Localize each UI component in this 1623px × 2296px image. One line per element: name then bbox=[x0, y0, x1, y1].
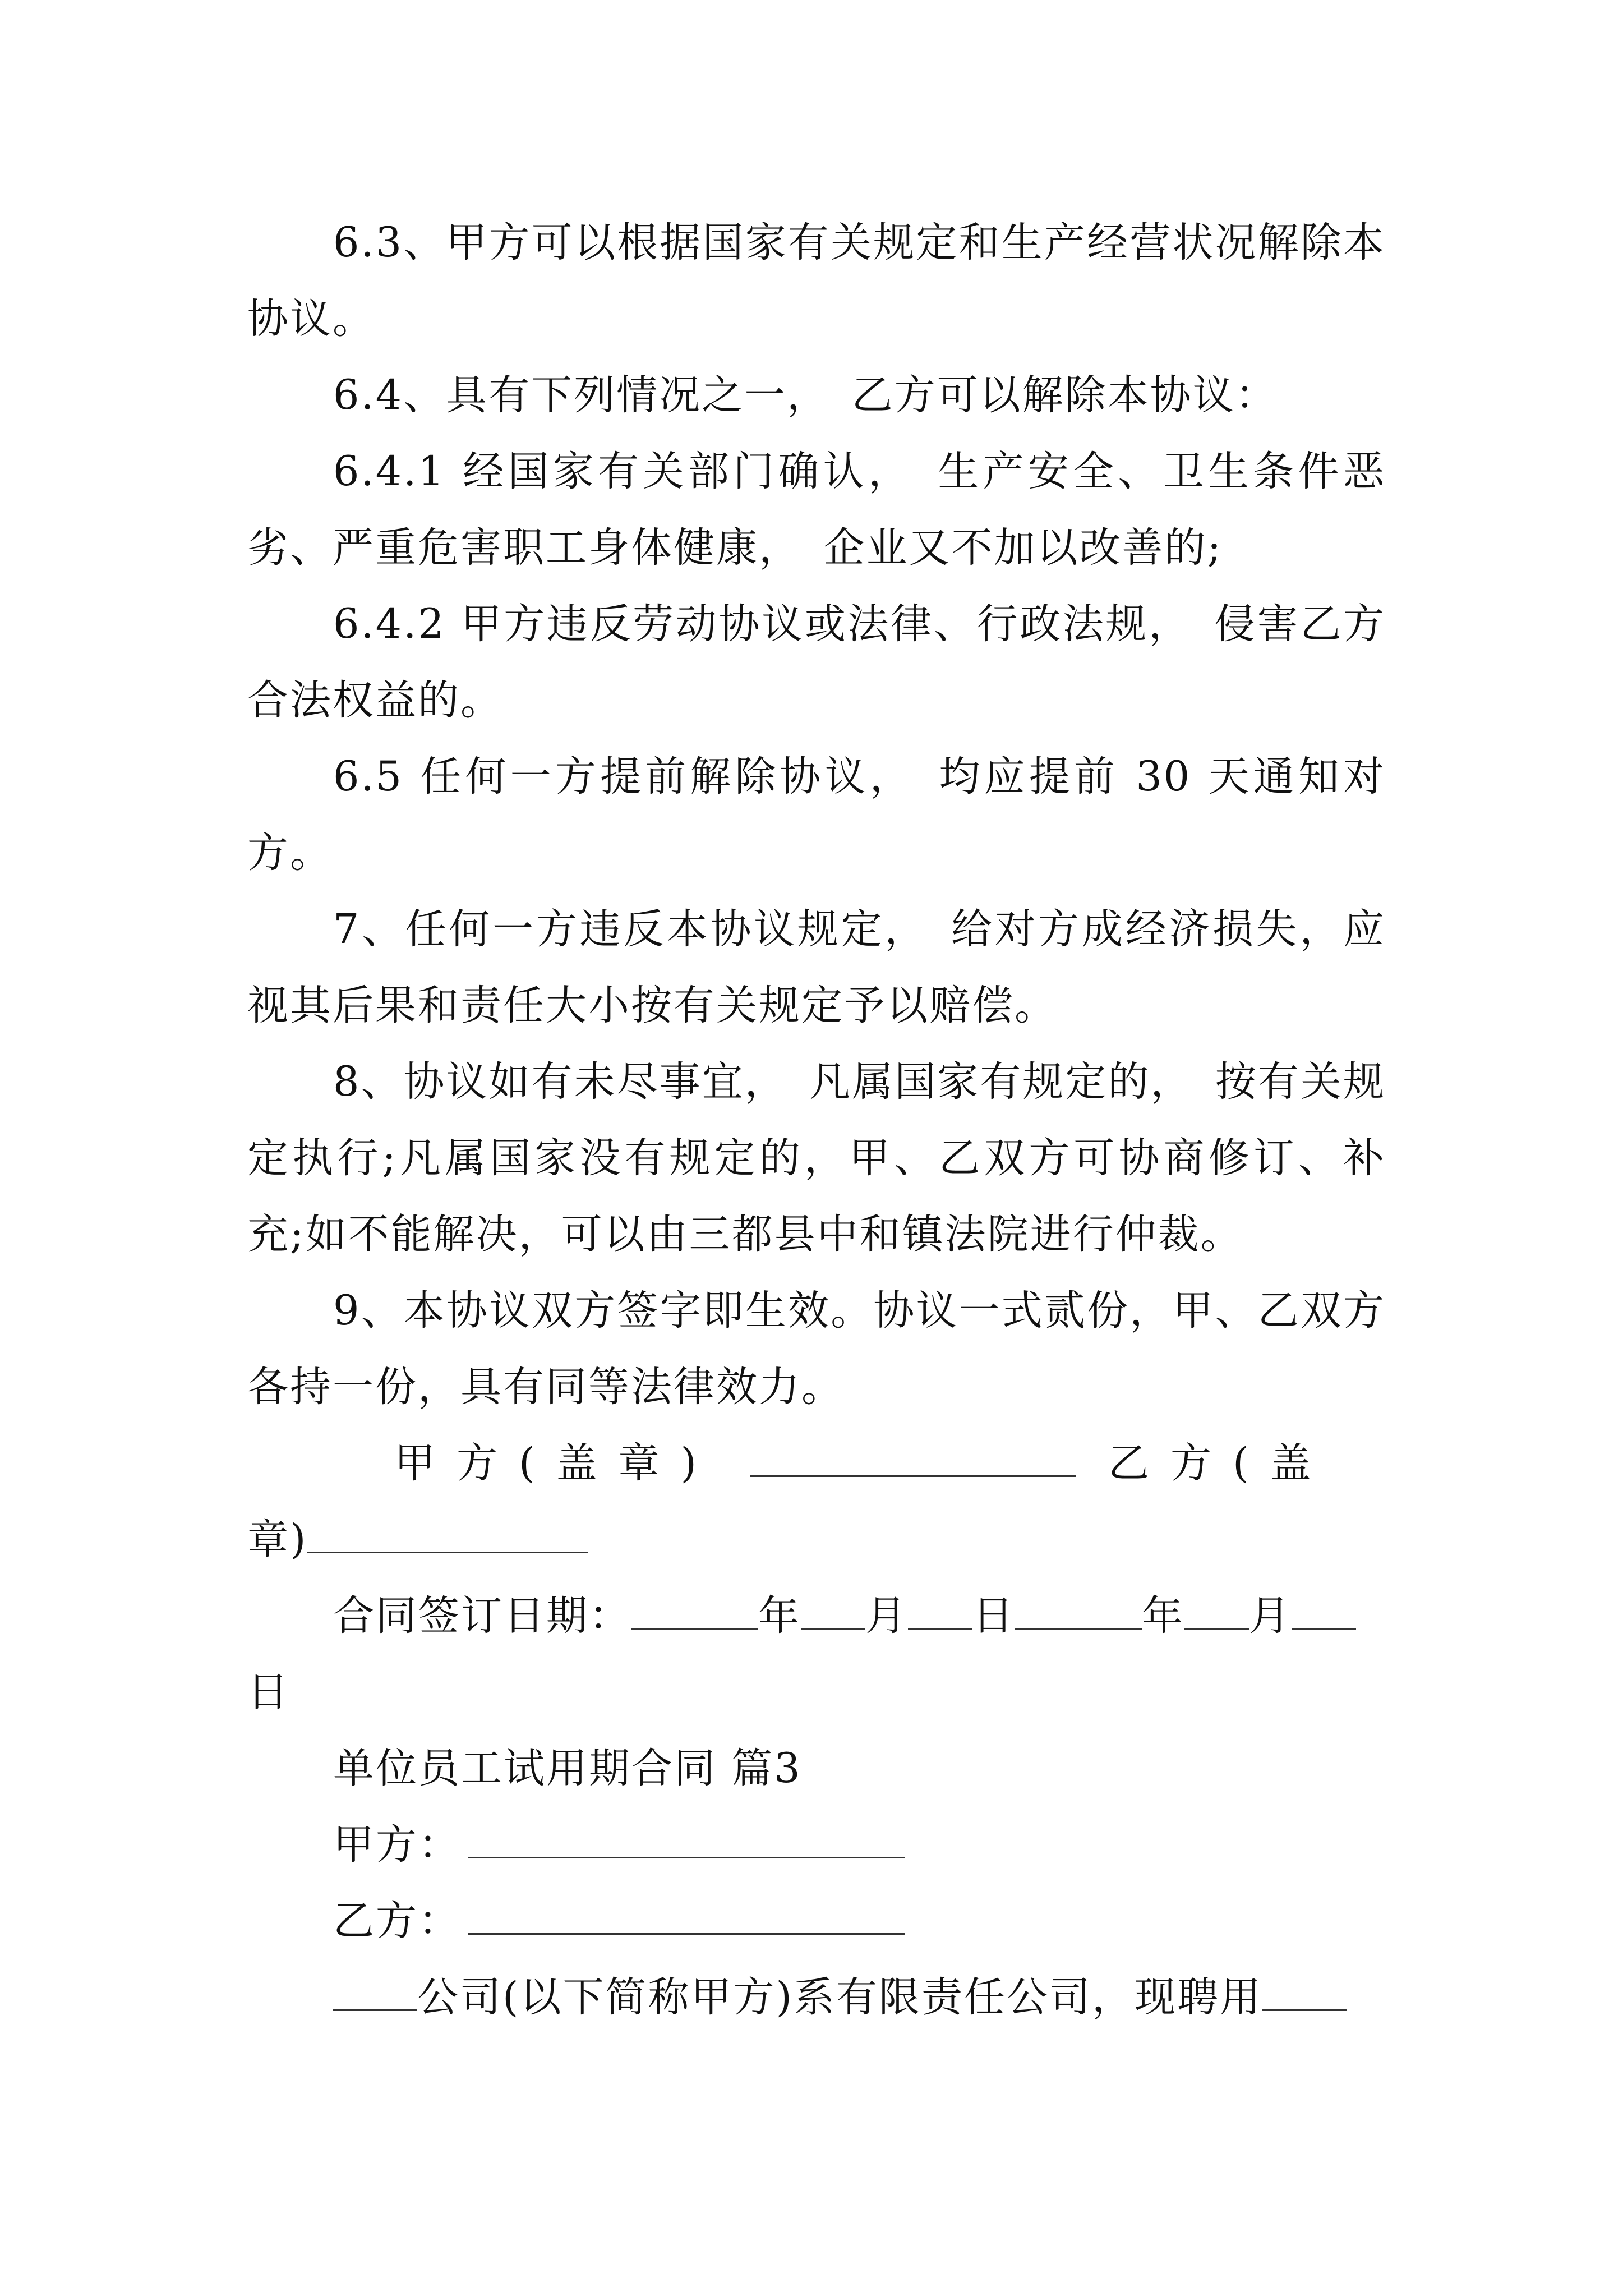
intro-text: 公司(以下简称甲方)系有限责任公司，现聘用 bbox=[417, 1973, 1262, 2021]
date-year-unit-1: 年 bbox=[758, 1592, 801, 1640]
date-year-unit-2: 年 bbox=[1142, 1592, 1184, 1640]
party-a-seal-label: 甲方(盖章) bbox=[394, 1439, 718, 1487]
party-b-name-blank bbox=[468, 1898, 905, 1935]
party-a-field bbox=[247, 1807, 1386, 1883]
party-b-seal-label-start: 乙方(盖 bbox=[1108, 1439, 1332, 1487]
clause-6-4-1: 6.4.1 经国家有关部门确认， 生产安全、卫生条件恶劣、严重危害职工身体健康， 企业又不加以改善的; bbox=[247, 448, 1386, 572]
clause-6-4-2: 6.4.2 甲方违反劳动协议或法律、行政法规， 侵害乙方合法权益的。 bbox=[247, 600, 1386, 724]
clause-7: 7、任何一方违反本协议规定， 给对方成经济损失，应视其后果和责任大小按有关规定予以赔偿。 bbox=[247, 905, 1386, 1029]
clause-6-5: 6.5 任何一方提前解除协议， 均应提前 30 天通知对方。 bbox=[247, 753, 1386, 877]
company-name-blank bbox=[333, 1975, 417, 2011]
date-month-unit-1: 月 bbox=[865, 1592, 908, 1640]
date-day-unit-2: 日 bbox=[247, 1668, 290, 1716]
date-month-unit-2: 月 bbox=[1249, 1592, 1292, 1640]
signing-date-line bbox=[247, 1578, 1386, 1731]
clause-9: 9、本协议双方签字即生效。协议一式贰份，甲、乙双方各持一份，具有同等法律效力。 bbox=[247, 1287, 1386, 1411]
date-month-blank-2 bbox=[1184, 1593, 1249, 1630]
intro-line bbox=[247, 1959, 1386, 2036]
date-month-blank-1 bbox=[801, 1593, 865, 1630]
date-day-unit-1: 日 bbox=[972, 1592, 1015, 1640]
party-b-seal-label-end: 章) bbox=[247, 1516, 308, 1563]
clause-8: 8、协议如有未尽事宜， 凡属国家有规定的， 按有关规定执行;凡属国家没有规定的，甲、乙双方可协商修订、补充;如不能解决，可以由三都县中和镇法院进行仲裁。 bbox=[247, 1058, 1386, 1258]
employee-name-blank bbox=[1262, 1975, 1347, 2011]
clause-6-3: 6.3、甲方可以根据国家有关规定和生产经营状况解除本协议。 bbox=[247, 219, 1386, 343]
party-a-name-blank bbox=[468, 1822, 905, 1858]
party-b-label: 乙方： bbox=[333, 1897, 461, 1945]
signature-line bbox=[247, 1425, 1386, 1578]
party-a-signature-blank bbox=[750, 1441, 1076, 1477]
date-year-blank-1 bbox=[631, 1593, 758, 1630]
party-a-label: 甲方： bbox=[333, 1821, 461, 1869]
party-b-field bbox=[247, 1883, 1386, 1959]
date-day-blank-2 bbox=[1292, 1593, 1356, 1630]
party-b-signature-blank bbox=[307, 1517, 588, 1553]
section-title: 单位员工试用期合同 篇3 bbox=[333, 1745, 802, 1792]
document-body bbox=[247, 205, 1386, 2036]
clause-6-4: 6.4、具有下列情况之一， 乙方可以解除本协议： bbox=[333, 371, 1278, 419]
date-year-blank-2 bbox=[1015, 1593, 1142, 1630]
date-day-blank-1 bbox=[908, 1593, 972, 1630]
signing-date-label: 合同签订日期： bbox=[333, 1592, 631, 1640]
